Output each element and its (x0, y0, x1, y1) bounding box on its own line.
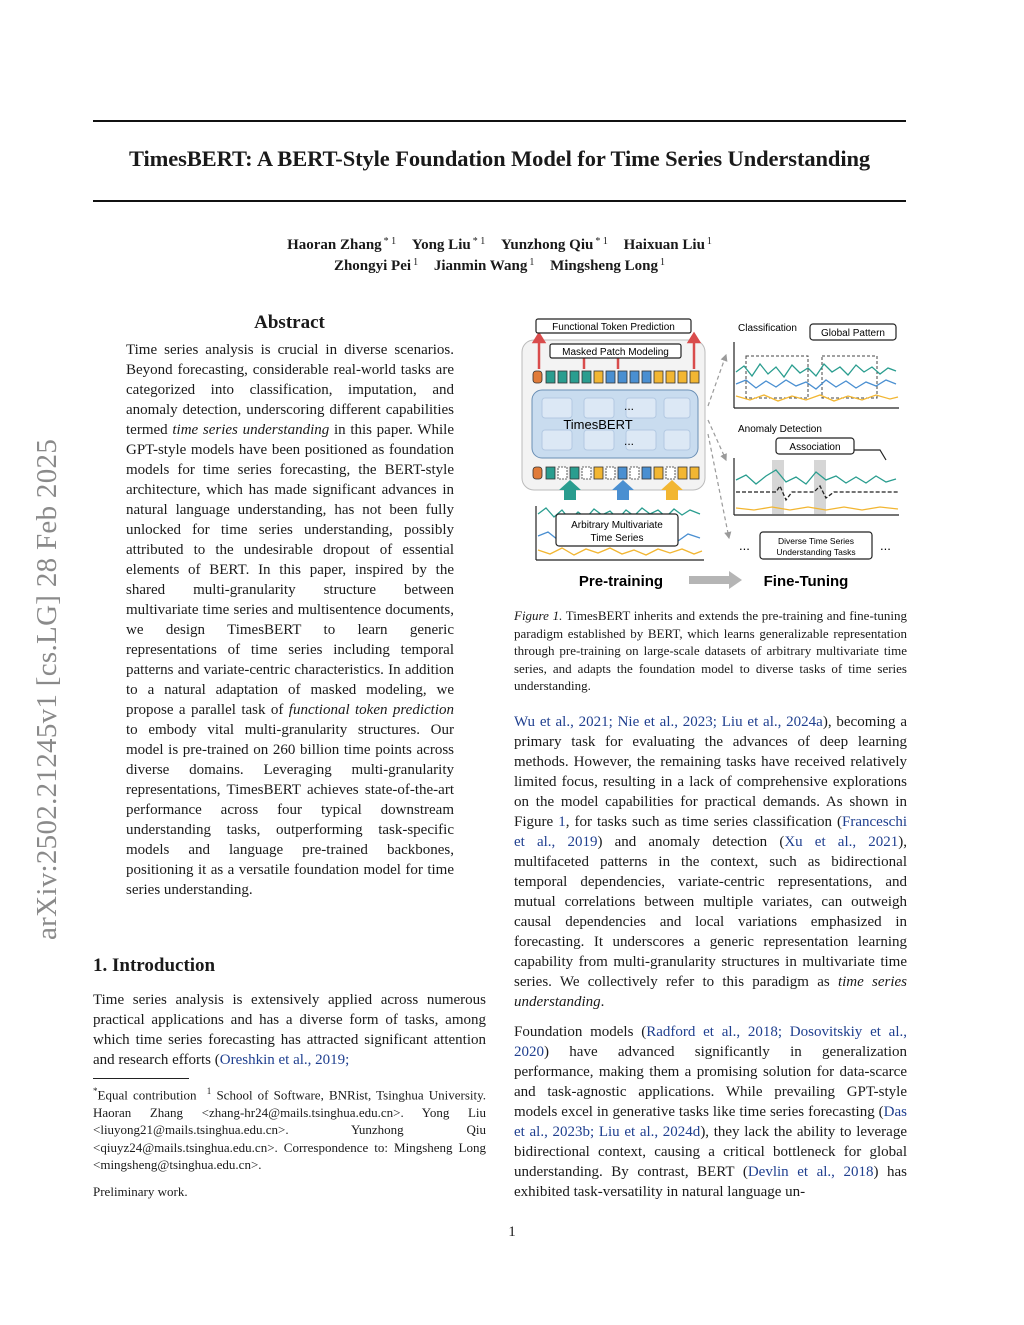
diverse-tasks-line1: Diverse Time Series (777, 536, 855, 546)
title-top-rule (93, 120, 906, 122)
finetuning-label: Fine-Tuning (763, 573, 849, 590)
stage-arrow (689, 571, 742, 589)
author: Jianmin Wang $^1$ (433, 257, 535, 274)
abstract-heading: Abstract (254, 312, 325, 333)
page-number: 1 (508, 1224, 516, 1240)
figure-1 (514, 310, 907, 600)
ellipsis-left: ... (739, 538, 750, 553)
arxiv-identifier: arXiv:2502.21245v1 [cs.LG] 28 Feb 2025 (31, 438, 63, 940)
citation-link[interactable]: Wu et al., 2021; Nie et al., 2023; Liu et al., 2024a (514, 714, 823, 730)
figure-caption: Figure 1. TimesBERT inherits and extends the pre-training and fine-tuning paradigm established by BERT, which learns generalizable representation through pre-training on large-scale datasets of arbitrary multivariate time series, and adapts the foundation model to diverse tasks of time series understanding. (514, 608, 908, 693)
footnote: *Equal contribution $^1$ School of Software, BNRist, Tsinghua University. Haoran Zhang <zhang-hr24@mails.tsinghua.edu.cn>. Yong Liu <liuyong21@mails.tsinghua.edu.cn>. Yunzhong Qiu <qiuyz24@mails.tsinghua.edu.cn>. Correspondence to: Mingsheng Long <mingsheng@tsinghua.edu.cn>. (93, 1086, 487, 1173)
anomaly-plot (734, 450, 899, 515)
citation-link[interactable]: Xu et al., 2021 (784, 834, 899, 850)
anomaly-label: Anomaly Detection (738, 424, 822, 435)
author: Haoran Zhang $^{* 1}$ (287, 236, 397, 253)
abstract-text: Time series analysis is crucial in diverse scenarios. Beyond forecasting, considerable real-world tasks are categorized into classification, imputation, and anomaly detection, underscoring different capabilities termed time series understanding in this paper. While GPT-style models have been positioned as foundation models for time series forecasting, the BERT-style architecture, which has made significant advances in natural language understanding, has not been fully unlocked for time series understanding, possibly attributed to the undesirable dropout of essential elements of BERT. In this paper, inspired by the shared multi-granularity structure between multivariate time series and multisentence documents, we design TimesBERT to learn generic representations of time series including temporal patterns and variate-centric characteristics. In addition to a natural adaptation of masked modeling, we propose a parallel task of functional token prediction to embody vital multi-granularity structures. Our model is pre-trained on 260 billion time points across diverse domains. Leveraging multi-granularity representations, TimesBERT achieves state-of-the-art performance across four typical downstream understanding tasks, outperforming task-specific models and language pre-trained backbones, positioning it as a versatile foundation model for time series understanding. (126, 342, 454, 898)
right-paragraph-1: Wu et al., 2021; Nie et al., 2023; Liu et al., 2024a), becoming a primary task for evaluating the advances of deep learning methods. However, the remaining tasks have received relatively limited focus, resulting in a lack of comprehensive explorations on the model capabilities for practical demands. As shown in Figure 1, for tasks such as time series classification (Franceschi et al., 2019) and anomaly detection (Xu et al., 2021), multifaceted patterns in the context, such as bidirectional temporal dependencies, variate-centric representations, and mutual correlations between multiple variates, can outweigh causal dependencies and local variations emphasized in forecasting. It underscores a generic representation learning capability from multi-granularity structures in multivariate time series. We collectively refer to this paradigm as time series understanding. (514, 714, 908, 1010)
ellipsis-right: ... (880, 538, 891, 553)
model-name: TimesBERT (563, 417, 633, 432)
classification-plot (734, 342, 899, 408)
author-list-line-2 (93, 257, 906, 275)
footnote-rule (93, 1078, 189, 1079)
author: Mingsheng Long $^1$ (550, 257, 666, 274)
author-list-line-1 (93, 236, 906, 254)
citation-link[interactable]: Franceschi et al., 2019 (514, 814, 907, 850)
input-label-line2: Time Series (590, 533, 644, 544)
author: Zhongyi Pei $^1$ (333, 257, 419, 274)
global-pattern-label: Global Pattern (821, 328, 885, 339)
pretraining-label: Pre-training (578, 573, 664, 590)
citation-link[interactable]: Radford et al., 2018; Dosovitskiy et al., 2020 (514, 1024, 907, 1060)
citation-link[interactable]: Oreshkin et al., 2019; (219, 1052, 350, 1068)
author: Yong Liu $^{* 1}$ (411, 236, 486, 253)
task-connectors (708, 355, 729, 538)
model-dots-top: ... (623, 399, 635, 413)
figure-1-diagram (514, 310, 907, 600)
ftp-label: Functional Token Prediction (552, 322, 675, 333)
classification-label: Classification (738, 323, 797, 334)
preliminary-note: Preliminary work. (93, 1184, 188, 1199)
input-label-line1: Arbitrary Multivariate (571, 520, 663, 531)
association-label: Association (789, 442, 841, 453)
author: Yunzhong Qiu $^{* 1}$ (500, 236, 608, 253)
diverse-tasks-line2: Understanding Tasks (776, 547, 856, 557)
intro-paragraph: Time series analysis is extensively applied across numerous practical applications and has a diverse form of tasks, among which time series forecasting has attracted significant attention and research efforts (Oreshkin et al., 2019; (93, 992, 486, 1068)
model-dots-bottom: ... (623, 434, 635, 448)
section-heading-introduction: 1. Introduction (93, 955, 216, 976)
author: Haixuan Liu $^1$ (623, 236, 712, 253)
citation-link[interactable]: Das et al., 2023b; Liu et al., 2024d (514, 1104, 907, 1140)
figure-ref-link[interactable]: 1 (558, 814, 566, 830)
right-paragraph-2: Foundation models (Radford et al., 2018; Dosovitskiy et al., 2020) have advanced significantly in generalization performance, making them a promising solution for data-scarce and task-agnostic applications. While prevailing GPT-style models excel in generative tasks like time series forecasting (Das et al., 2023b; Liu et al., 2024d), they lack the ability to leverage bidirectional context, causing a critical bottleneck for global understanding. By contrast, BERT (Devlin et al., 2018) has exhibited task-versatility in natural language un- (514, 1024, 907, 1200)
citation-link[interactable]: Devlin et al., 2018 (747, 1164, 874, 1180)
paper-title: TimesBERT: A BERT-Style Foundation Model for Time Series Understanding (128, 146, 871, 171)
title-bottom-rule (93, 200, 906, 202)
mpm-label: Masked Patch Modeling (562, 347, 669, 358)
